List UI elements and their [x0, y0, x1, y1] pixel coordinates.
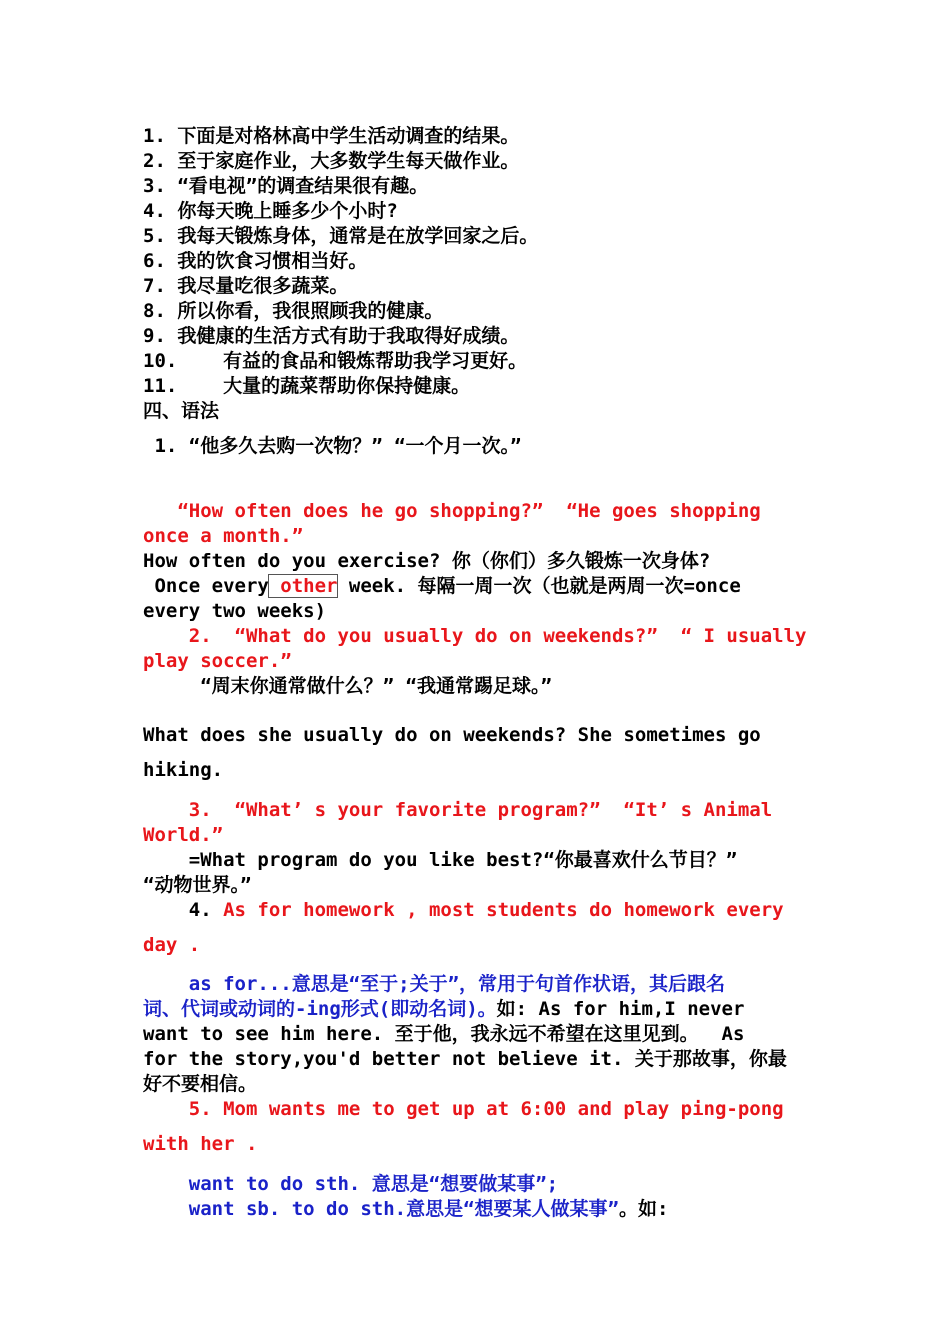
- list-item: 7. 我尽量吃很多蔬菜。: [143, 275, 349, 297]
- list-item: 6. 我的饮食习惯相当好。: [143, 250, 368, 272]
- section-heading: 四、语法: [143, 400, 220, 422]
- grammar-5-english-cont: with her .: [143, 1133, 258, 1155]
- list-item: 1. 下面是对格林高中学生活动调查的结果。: [143, 125, 520, 147]
- list-item: 9. 我健康的生活方式有助于我取得好成绩。: [143, 325, 520, 347]
- grammar-4-english: [143, 898, 813, 922]
- grammar-2-english: 2. “What do you usually do on weekends?” “ I usually: [143, 625, 807, 647]
- grammar-3-chinese: “动物世界。”: [143, 874, 252, 896]
- grammar-4-note: as for...意思是“至于;关于”，常用于句首作状语，其后跟名: [143, 973, 726, 995]
- grammar-5-english: 5. Mom wants me to get up at 6:00 and play ping-pong: [143, 1098, 784, 1120]
- grammar-2-example: What does she usually do on weekends? She sometimes go: [143, 724, 761, 746]
- grammar-1-example-3: every two weeks): [143, 600, 327, 622]
- note-suffix: 。如:: [618, 1198, 669, 1220]
- grammar-4-note-2: [143, 997, 813, 1021]
- grammar-3-english-cont: World.”: [143, 824, 224, 846]
- grammar-2-chinese: “周末你通常做什么？” “我通常踢足球。”: [143, 675, 552, 697]
- grammar-1-chinese: 1. “他多久去购一次物？” “一个月一次。”: [143, 435, 522, 457]
- list-item: 11. 大量的蔬菜帮助你保持健康。: [143, 375, 471, 397]
- grammar-5-note: want to do sth. 意思是“想要做某事”;: [143, 1173, 559, 1195]
- list-item: 8. 所以你看，我很照顾我的健康。: [143, 300, 444, 322]
- grammar-1-english-cont: once a month.”: [143, 525, 304, 547]
- note-text: want sb. to do sth.意思是“想要某人做某事”: [143, 1198, 619, 1220]
- list-item: 5. 我每天锻炼身体，通常是在放学回家之后。: [143, 225, 539, 247]
- grammar-1-english: “How often does he go shopping?” “He goes shopping: [143, 500, 761, 522]
- item-number: 4.: [143, 899, 224, 921]
- list-item: 4. 你每天晚上睡多少个小时?: [143, 200, 398, 222]
- example-text: week. 每隔一周一次（也就是两周一次=once: [337, 575, 741, 597]
- note-text: 词、代词或动词的-ing形式(即动名词)。: [143, 998, 497, 1020]
- grammar-3-alternative: =What program do you like best?“你最喜欢什么节目？”: [143, 849, 738, 871]
- grammar-2-english-cont: play soccer.”: [143, 650, 292, 672]
- list-item: 2. 至于家庭作业，大多数学生每天做作业。: [143, 150, 520, 172]
- note-example: 如: As for him,I never: [496, 998, 745, 1020]
- boxed-word-other: other: [268, 575, 338, 597]
- grammar-1-example-2: [143, 574, 813, 598]
- list-item: 10. 有益的食品和锻炼帮助我学习更好。: [143, 350, 528, 372]
- grammar-1-example: How often do you exercise? 你（你们）多久锻炼一次身体?: [143, 550, 711, 572]
- grammar-4-english-cont: day .: [143, 934, 201, 956]
- grammar-4-note-5: 好不要相信。: [143, 1073, 258, 1095]
- grammar-3-english: 3. “What’ s your favorite program?” “It’ s Animal: [143, 799, 773, 821]
- grammar-2-example-cont: hiking.: [143, 759, 224, 781]
- grammar-4-sentence: As for homework , most students do homework every: [223, 899, 784, 921]
- list-item: 3. “看电视”的调查结果很有趣。: [143, 175, 429, 197]
- grammar-4-note-3: want to see him here. 至于他，我永远不希望在这里见到。 As: [143, 1023, 745, 1045]
- example-text: Once every: [143, 575, 269, 597]
- grammar-4-note-4: for the story,you'd better not believe it. 关于那故事，你最: [143, 1048, 787, 1070]
- grammar-5-note-2: [143, 1197, 813, 1221]
